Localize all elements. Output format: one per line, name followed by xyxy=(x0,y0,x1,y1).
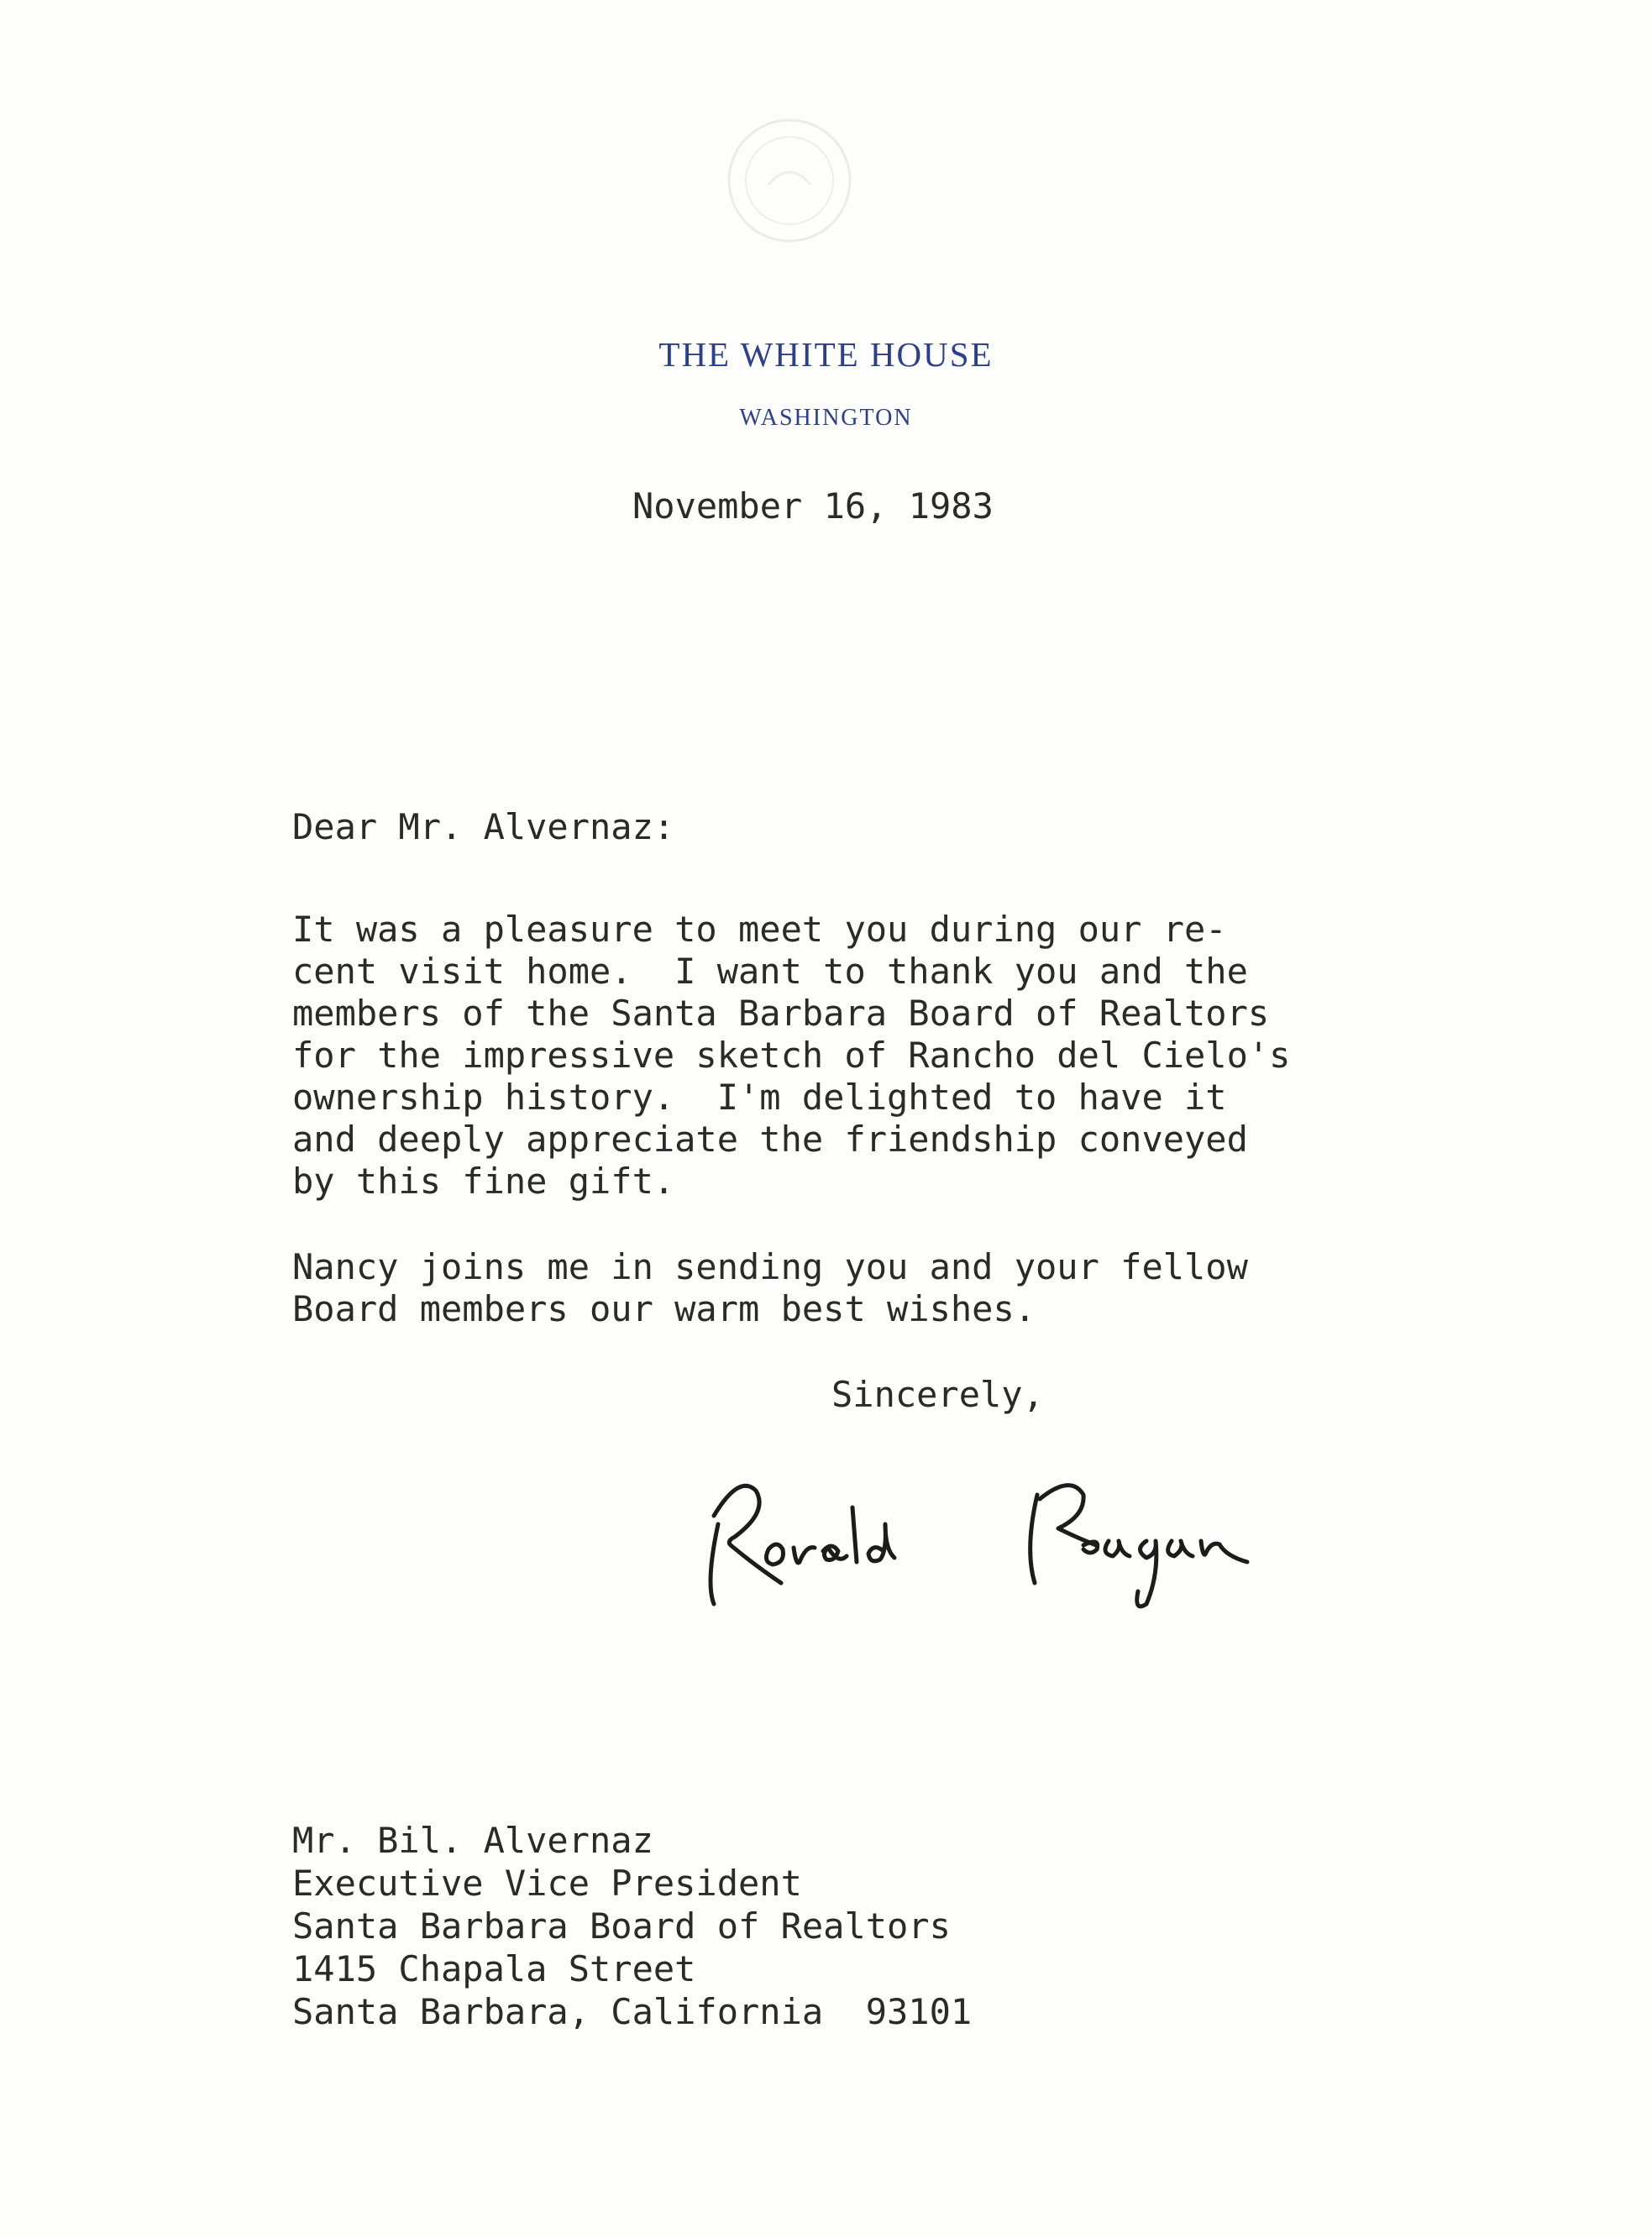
recipient-name: Mr. Bil. Alvernaz xyxy=(292,1820,653,1861)
embossed-seal-icon xyxy=(718,109,861,252)
recipient-address-block xyxy=(292,1819,972,2033)
body-paragraph-1: It was a pleasure to meet you during our re- cent visit home. I want to thank you and the members of the Santa Barbara Board of Realtors for the impressive sketch of Rancho del Cielo's ownership history. I'm delighted to have it and deeply appreciate the friendship conveyed by this fine gift. xyxy=(292,909,1291,1202)
recipient-street: 1415 Chapala Street xyxy=(292,1948,696,1989)
salutation: Dear Mr. Alvernaz: xyxy=(292,806,675,847)
letter-date: November 16, 1983 xyxy=(632,485,994,527)
letterhead-title: THE WHITE HOUSE xyxy=(658,335,994,374)
letterhead-city: WASHINGTON xyxy=(739,405,913,431)
recipient-title: Executive Vice President xyxy=(292,1863,802,1904)
signature-ronald-reagan xyxy=(689,1457,1327,1625)
closing: Sincerely, xyxy=(831,1374,1044,1415)
recipient-organization: Santa Barbara Board of Realtors xyxy=(292,1905,951,1947)
body-paragraph-2: Nancy joins me in sending you and your fellow Board members our warm best wishes. xyxy=(292,1246,1248,1329)
recipient-city-state-zip: Santa Barbara, California 93101 xyxy=(292,1991,973,2032)
